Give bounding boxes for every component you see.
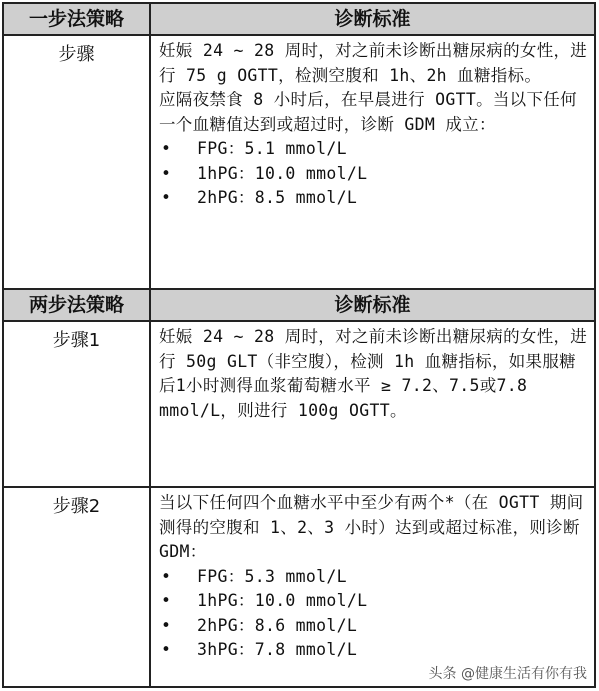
list-item	[159, 137, 590, 162]
bullet-icon: •	[161, 163, 172, 183]
list-item	[159, 589, 590, 614]
two-step-step2-label: 步骤2	[3, 487, 150, 687]
header-diagnostic-criteria: 诊断标准	[150, 3, 595, 35]
bullet-icon: •	[161, 591, 172, 610]
two-step-step1-label: 步骤1	[3, 321, 150, 487]
two-step-row-2	[3, 487, 595, 687]
list-item	[159, 614, 590, 639]
bullet-icon: •	[161, 566, 172, 586]
list-item	[159, 186, 590, 211]
list-item	[159, 565, 590, 590]
bullet-icon: •	[161, 640, 172, 659]
gdm-diagnosis-table	[2, 2, 596, 688]
source-watermark: 头条 @健康生活有你有我	[427, 663, 589, 683]
header-two-step-strategy: 两步法策略	[3, 289, 150, 321]
list-item	[159, 638, 590, 663]
one-step-threshold-list	[159, 137, 590, 211]
threshold-text: 3hPG：7.8 mmol/L	[197, 640, 358, 659]
two-step-step2-criteria	[150, 487, 595, 687]
threshold-text: FPG：5.3 mmol/L	[197, 566, 347, 586]
one-step-step-label: 步骤	[3, 35, 150, 289]
header-one-step-strategy: 一步法策略	[3, 3, 150, 35]
step1-paragraph: 妊娠 24 ~ 28 周时，对之前未诊断出糖尿病的女性，进行 50g GLT（非空腹），检测 1h 血糖指标，如果服糖后1小时测得血浆葡萄糖水平 ≥ 7.2、7.5或7.8 mmol/L，则进行 100g OGTT。	[159, 327, 588, 420]
threshold-text: 1hPG：10.0 mmol/L	[197, 163, 368, 183]
one-step-paragraph-1: 妊娠 24 ~ 28 周时，对之前未诊断出糖尿病的女性，进行 75 g OGTT，检测空腹和 1h、2h 血糖指标。	[159, 41, 588, 85]
one-step-row	[3, 35, 595, 289]
header-row-two-step	[3, 289, 595, 321]
threshold-text: 2hPG：8.5 mmol/L	[197, 188, 358, 207]
one-step-paragraph-2: 应隔夜禁食 8 小时后，在早晨进行 OGTT。当以下任何一个血糖值达到或超过时，诊断 GDM 成立：	[159, 90, 577, 134]
step2-paragraph: 当以下任何四个血糖水平中至少有两个*（在 OGTT 期间测得的空腹和 1、2、3 小时）达到或超过标准，则诊断GDM：	[159, 493, 584, 561]
header-diagnostic-criteria: 诊断标准	[150, 289, 595, 321]
list-item	[159, 162, 590, 187]
one-step-criteria	[150, 35, 595, 289]
threshold-text: 1hPG：10.0 mmol/L	[197, 591, 368, 610]
threshold-text: 2hPG：8.6 mmol/L	[197, 615, 358, 635]
bullet-icon: •	[161, 188, 172, 207]
bullet-icon: •	[161, 615, 172, 635]
header-row-one-step	[3, 3, 595, 35]
two-step-row-1	[3, 321, 595, 487]
two-step-step1-criteria	[150, 321, 595, 487]
threshold-text: FPG：5.1 mmol/L	[197, 139, 347, 158]
bullet-icon: •	[161, 139, 172, 158]
two-step-threshold-list	[159, 565, 590, 663]
